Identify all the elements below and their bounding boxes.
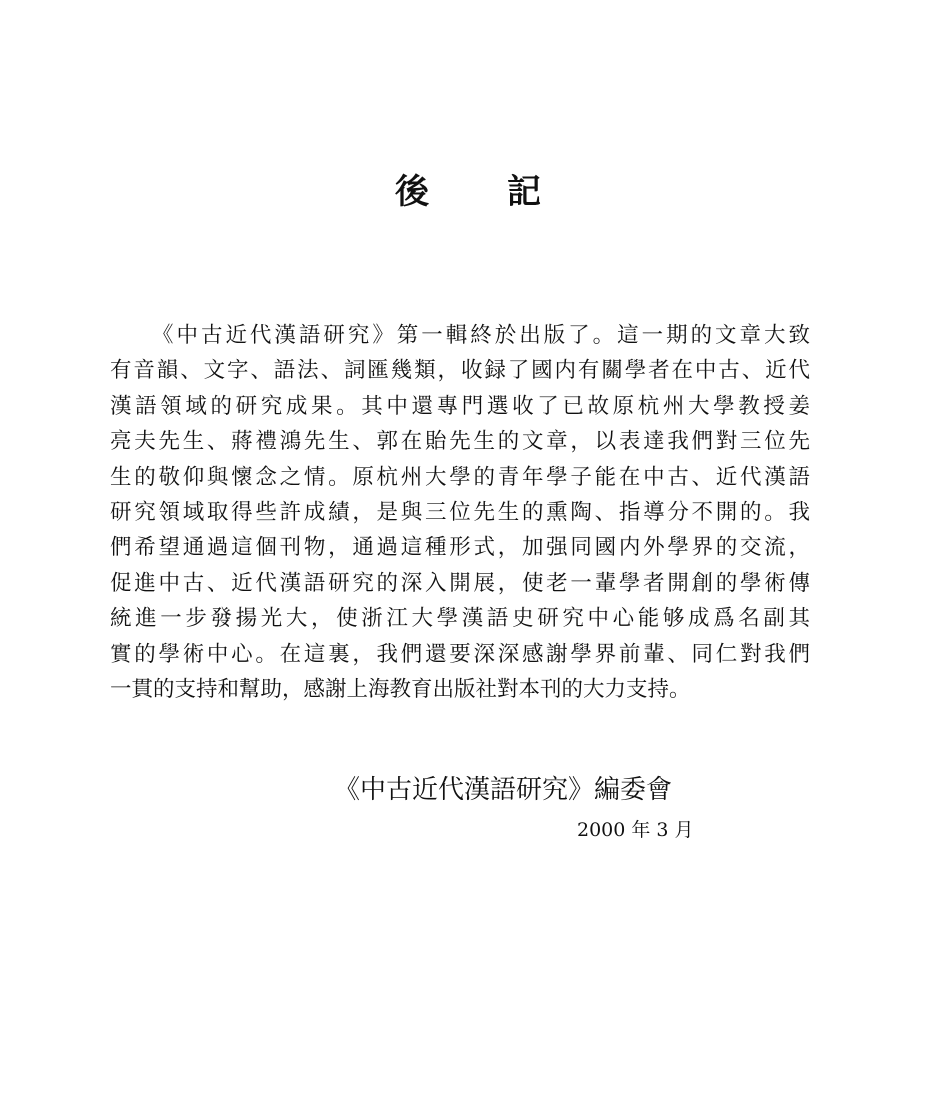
paragraph-line: 促進中古、近代漢語研究的深入開展，使老一輩學者開創的學術傳 [110,570,810,596]
body-paragraph [110,318,810,707]
editorial-board-signature: 《中古近代漢語研究》編委會 [334,775,673,805]
paragraph-line: 亮夫先生、蔣禮鴻先生、郭在貽先生的文章，以表達我們對三位先 [110,429,810,455]
signature-date: 2000 年 3 月 [577,819,694,841]
title-char-2: 記 [507,172,541,212]
paragraph-line: 生的敬仰與懷念之情。原杭州大學的青年學子能在中古、近代漢語 [110,464,810,490]
title-char-1: 後 [395,172,429,212]
page-title [0,168,936,216]
paragraph-line: 們希望通過這個刊物，通過這種形式，加强同國内外學界的交流， [110,535,810,561]
paragraph-line: 《中古近代漢語研究》第一輯終於出版了。這一期的文章大致 [152,323,810,348]
paragraph-line: 實的學術中心。在這裏，我們還要深深感謝學界前輩、同仁對我們 [110,641,810,667]
paragraph-line: 統進一步發揚光大，使浙江大學漢語史研究中心能够成爲名副其 [110,606,810,632]
paragraph-line: 有音韻、文字、語法、詞匯幾類，收録了國内有關學者在中古、近代 [110,358,810,384]
paragraph-line: 研究領域取得些許成績，是與三位先生的熏陶、指導分不開的。我 [110,499,810,525]
paragraph-line: 漢語領域的研究成果。其中還專門選收了已故原杭州大學教授姜 [110,393,810,419]
paragraph-line: 一貫的支持和幫助，感謝上海教育出版社對本刊的大力支持。 [110,676,691,702]
